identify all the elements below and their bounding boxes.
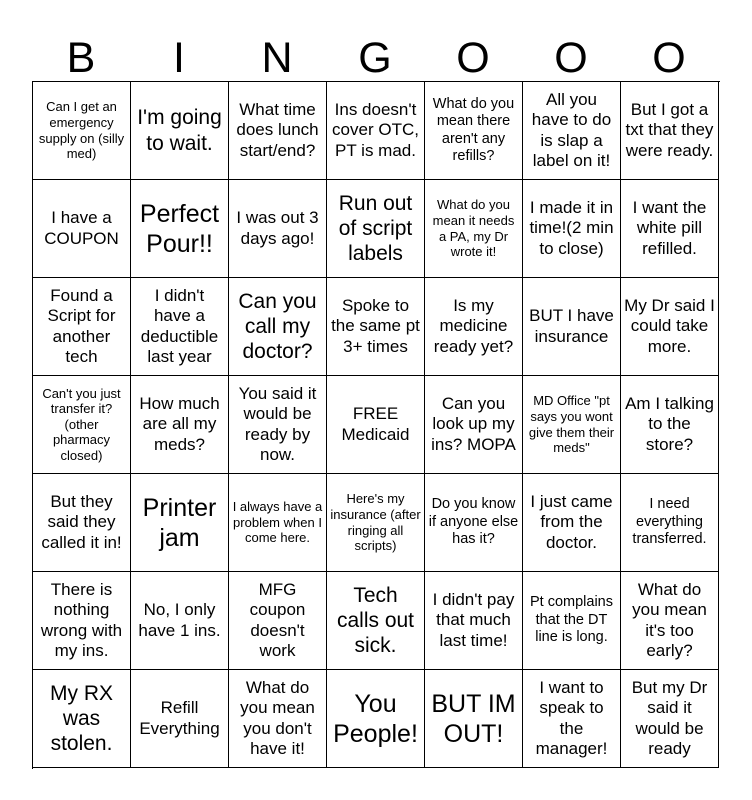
cell-text: Pt complains that the DT line is long. [529,594,613,646]
cell-text: Is my medicine ready yet? [433,295,514,356]
cell-text: But they said they called it in! [41,491,122,552]
header-letter: O [554,34,588,82]
bingo-cell[interactable] [229,474,327,572]
bingo-cell[interactable] [425,82,523,180]
cell-text: Can I get an emergency supply on (silly med) [38,99,125,162]
bingo-cell[interactable] [33,474,131,572]
bingo-cell[interactable] [621,376,719,474]
header-letter: O [456,34,490,82]
bingo-cell[interactable] [523,82,621,180]
cell-text: I was out 3 days ago! [236,208,319,248]
cell-text: I need everything transferred. [632,496,707,548]
cell-text: Do you know if anyone else has it? [428,496,519,548]
bingo-cell[interactable] [425,670,523,768]
cell-text: All you have to do is slap a label on it! [531,89,612,170]
header-letter: O [652,34,686,82]
bingo-cell[interactable] [327,82,425,180]
cell-text: What do you mean it needs a PA, my Dr wrote it! [432,197,515,260]
cell-text: BUT I have insurance [529,306,614,346]
bingo-cell[interactable] [621,278,719,376]
bingo-cell[interactable] [523,572,621,670]
cell-text: Here's my insurance (after ringing all scripts) [330,491,421,554]
cell-text: I didn't pay that much last time! [432,589,515,650]
cell-text: I didn't have a deductible last year [140,285,219,366]
bingo-cell[interactable] [327,376,425,474]
cell-text: Am I talking to the store? [625,393,714,454]
cell-text: Ins doesn't cover OTC, PT is mad. [332,99,419,160]
bingo-cell[interactable] [131,572,229,670]
cell-text: My RX was stolen. [50,681,113,756]
bingo-board [32,81,720,769]
bingo-cell[interactable] [131,376,229,474]
bingo-cell[interactable] [229,82,327,180]
cell-text: But I got a txt that they were ready. [625,99,714,160]
cell-text: BUT IM OUT! [431,689,516,748]
bingo-cell[interactable] [327,670,425,768]
bingo-cell[interactable] [621,180,719,278]
bingo-cell[interactable] [621,474,719,572]
cell-text: Printer jam [142,493,217,552]
header-letter: I [173,34,185,82]
cell-text: You People! [333,689,418,748]
bingo-cell[interactable] [621,82,719,180]
cell-text: What do you mean you don't have it! [240,677,315,758]
cell-text: How much are all my meds? [139,393,220,454]
bingo-cell[interactable] [523,670,621,768]
cell-text: There is nothing wrong with my ins. [40,579,123,660]
bingo-cell[interactable] [131,670,229,768]
cell-text: FREE Medicaid [341,404,410,444]
cell-text: Tech calls out sick. [336,583,415,658]
header-letter: B [66,34,96,82]
bingo-cell[interactable] [425,278,523,376]
bingo-cell[interactable] [621,670,719,768]
bingo-cell[interactable] [523,474,621,572]
cell-text: What do you mean it's too early? [632,579,707,660]
bingo-cell[interactable] [523,376,621,474]
cell-text: Run out of script labels [338,191,413,266]
cell-text: I have a COUPON [44,208,119,248]
bingo-cell[interactable] [33,376,131,474]
bingo-cell[interactable] [523,180,621,278]
bingo-cell[interactable] [621,572,719,670]
bingo-cell[interactable] [327,278,425,376]
cell-text: Perfect Pour!! [139,199,220,258]
cell-text: No, I only have 1 ins. [138,600,221,640]
bingo-cell[interactable] [33,180,131,278]
bingo-cell[interactable] [229,572,327,670]
bingo-cell[interactable] [229,278,327,376]
bingo-cell[interactable] [229,180,327,278]
cell-text: I always have a problem when I come here. [232,499,323,546]
bingo-cell[interactable] [33,82,131,180]
cell-text: Can't you just transfer it? (other pharmacy closed) [42,385,121,463]
bingo-cell[interactable] [131,278,229,376]
cell-text: What do you mean there aren't any refills? [432,95,515,164]
bingo-cell[interactable] [327,572,425,670]
cell-text: I just came from the doctor. [530,491,613,552]
bingo-cell[interactable] [327,474,425,572]
bingo-cell[interactable] [425,572,523,670]
cell-text: I want the white pill refilled. [632,197,707,258]
bingo-cell[interactable] [33,670,131,768]
cell-text: MD Office "pt says you wont give them their meds" [528,393,615,456]
cell-text: Can you call my doctor? [238,289,317,364]
header-letter: G [358,34,392,82]
cell-text: I made it in time!(2 min to close) [529,197,614,258]
bingo-header [32,34,718,82]
cell-text: My Dr said I could take more. [624,295,715,356]
cell-text: I'm going to wait. [137,106,222,155]
bingo-cell[interactable] [131,474,229,572]
cell-text: Found a Script for another tech [47,285,116,366]
bingo-cell[interactable] [425,474,523,572]
bingo-cell[interactable] [33,278,131,376]
bingo-cell[interactable] [229,670,327,768]
bingo-cell[interactable] [523,278,621,376]
bingo-cell[interactable] [425,376,523,474]
cell-text: I want to speak to the manager! [535,677,608,758]
cell-text: Refill Everything [139,698,220,738]
cell-text: Can you look up my ins? MOPA [431,393,516,454]
cell-text: What time does lunch start/end? [236,99,319,160]
bingo-cell[interactable] [33,572,131,670]
bingo-cell[interactable] [131,180,229,278]
cell-text: But my Dr said it would be ready [631,677,708,758]
bingo-cell[interactable] [327,180,425,278]
bingo-cell[interactable] [131,82,229,180]
bingo-cell[interactable] [425,180,523,278]
bingo-cell[interactable] [229,376,327,474]
header-letter: N [261,34,293,82]
cell-text: MFG coupon doesn't work [249,579,306,660]
cell-text: You said it would be ready by now. [238,383,317,464]
cell-text: Spoke to the same pt 3+ times [331,295,420,356]
